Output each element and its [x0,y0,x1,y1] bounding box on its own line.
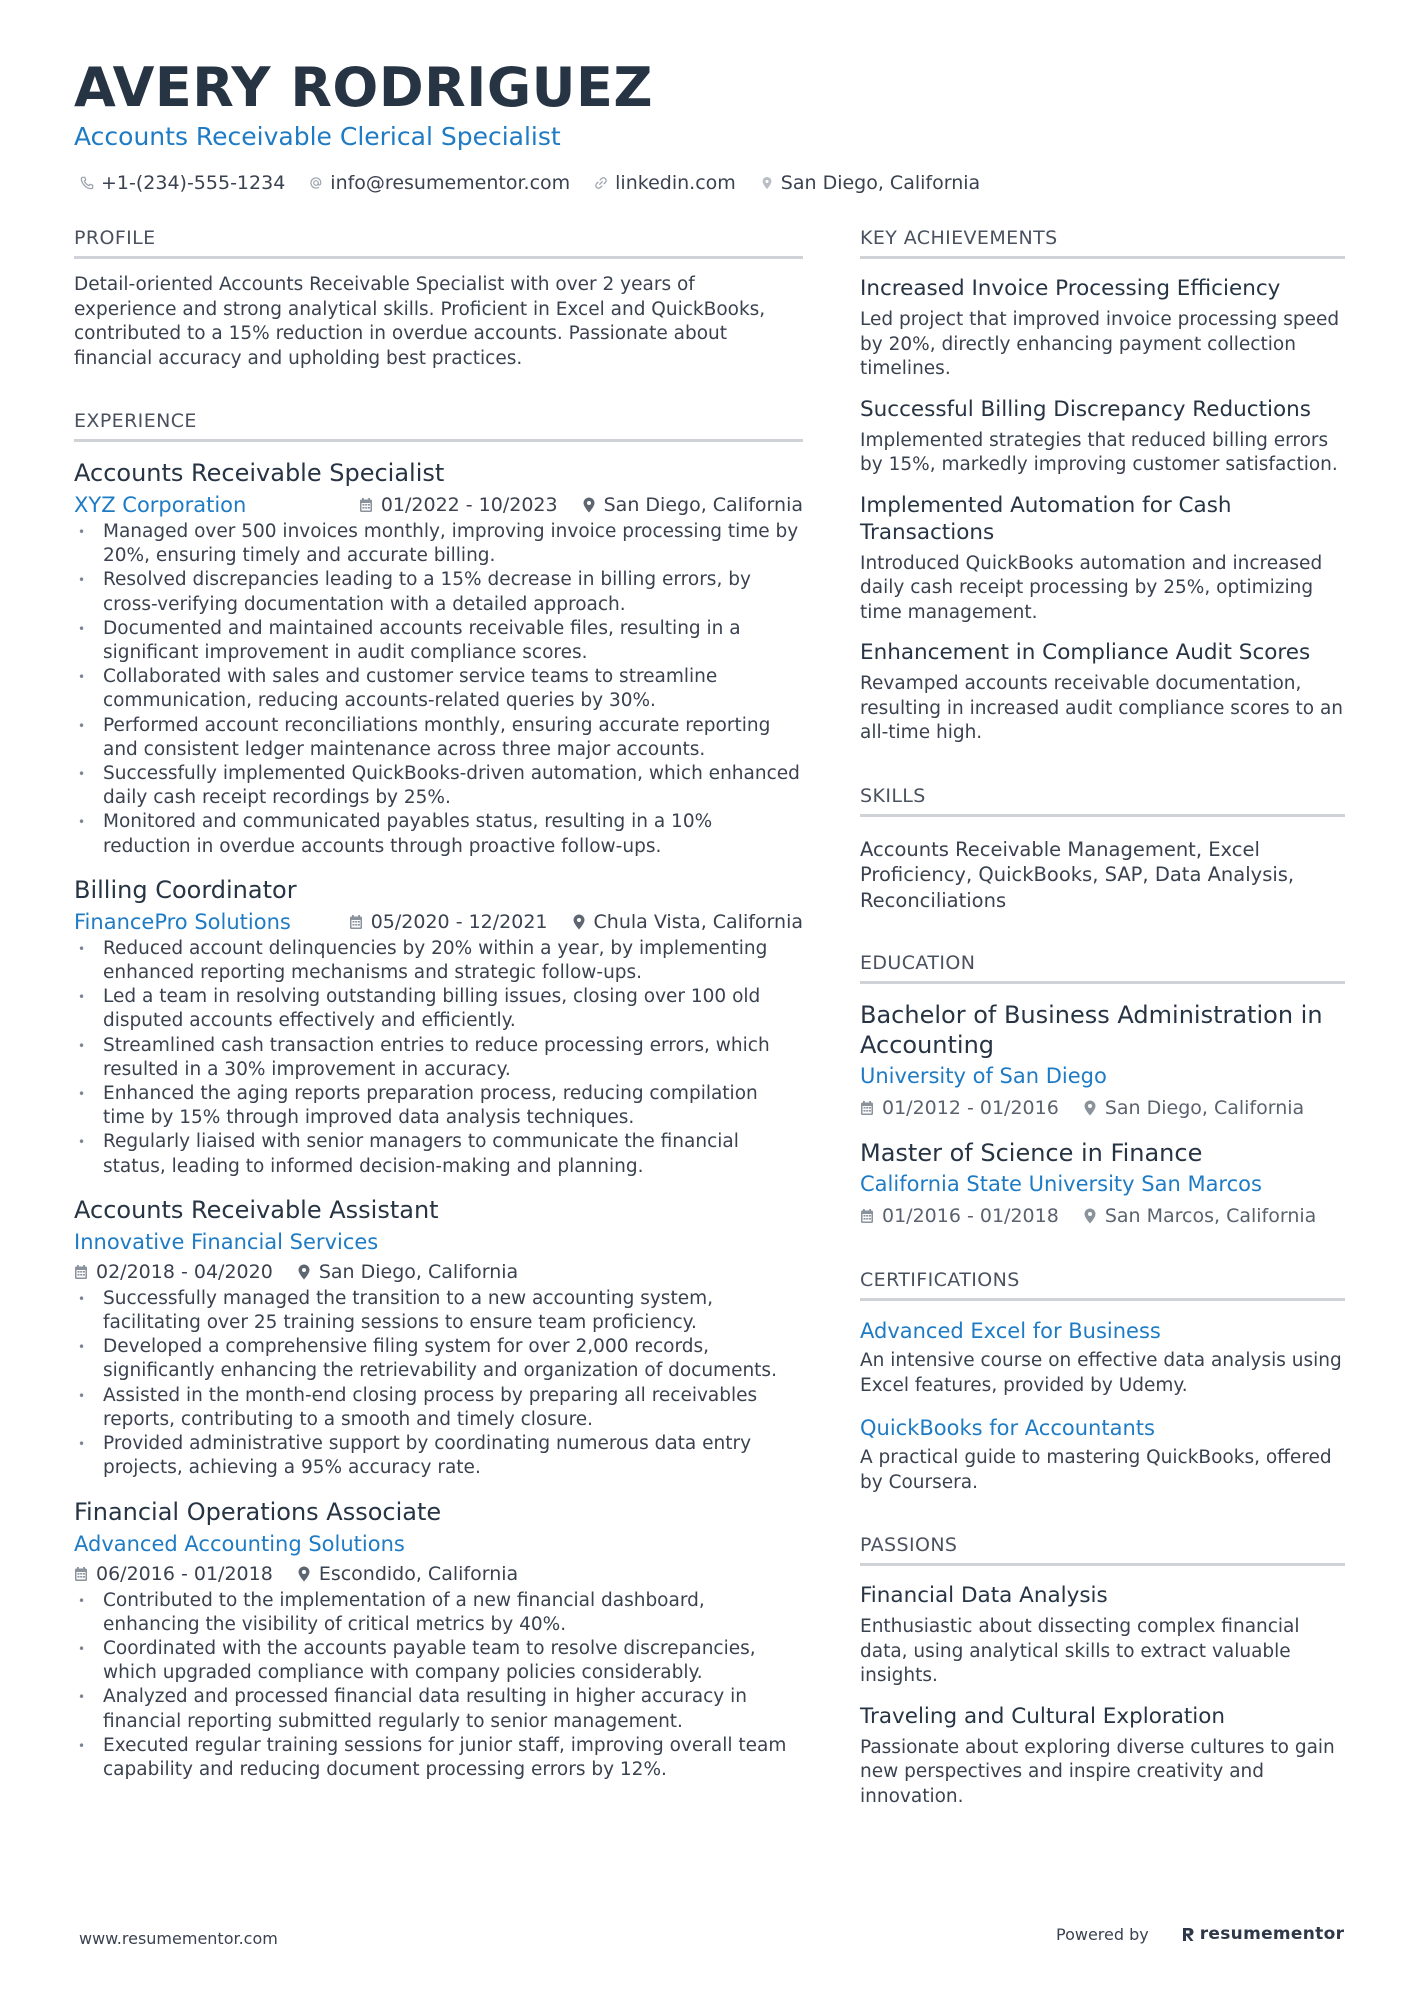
bullet-item: • Successfully implemented QuickBooks-driven automation, which enhanced daily cash receipt recordings by 25%. [74,762,803,810]
achievement-item [860,492,1345,626]
brand-name: resumementor [1199,1924,1345,1944]
job-location: Escondido, California [297,1563,518,1585]
experience-entry [74,1497,803,1783]
certification-name: QuickBooks for Accountants [860,1416,1155,1440]
achievement-title: Enhancement in Compliance Audit Scores [860,640,1311,665]
skills-heading: SKILLS [860,784,1345,817]
link-icon [594,176,608,190]
bullet-item: • Provided administrative support by coordinating numerous data entry projects, achieving a 95% accuracy rate. [74,1432,803,1480]
footer-website[interactable]: www.resumementor.com [79,1929,278,1948]
bullet-item: • Managed over 500 invoices monthly, improving invoice processing time by 20%, ensuring timely and accurate billing. [74,520,803,568]
job-bullets [74,1287,803,1481]
job-location: Chula Vista, California [572,911,803,933]
calendar-icon [74,1264,88,1280]
location-pin-icon [582,497,596,513]
degree-name: Master of Science in Finance [860,1139,1203,1167]
phone-text: +1-(234)-555-1234 [101,172,286,194]
bullet-item: • Successfully managed the transition to a new accounting system, facilitating over 25 training sessions to ensure team proficiency. [74,1287,803,1335]
experience-entry [74,1195,803,1481]
contact-linkedin[interactable] [594,172,736,194]
education-dates: 01/2016 - 01/2018 [860,1205,1059,1227]
achievement-item [860,639,1345,746]
contact-bar [80,170,980,196]
bullet-item: • Regularly liaised with senior managers to communicate the financial status, leading to informed decision-making and planning. [74,1130,803,1178]
at-icon [309,176,323,190]
achievement-description: Revamped accounts receivable documentation, resulting in increased audit compliance scores to an all-time high. [860,673,1344,743]
calendar-icon [359,497,373,513]
education-heading: EDUCATION [860,951,1345,984]
profile-summary: Detail-oriented Accounts Receivable Specialist with over 2 years of experience and strong analytical skills. Proficient in Excel and QuickBooks, contributed to a 15% reduction in overdue accounts. Passionate about financial accuracy and upholding best practices. [74,274,766,369]
education-location: San Diego, California [1083,1097,1304,1119]
achievement-item [860,396,1345,478]
brand-logo[interactable] [1181,1924,1345,1944]
company-name: FinancePro Solutions [74,909,291,934]
linkedin-text: linkedin.com [615,172,736,194]
contact-email[interactable] [309,172,570,194]
email-text: info@resumementor.com [330,172,571,194]
job-title: Accounts Receivable Assistant [74,1195,439,1224]
education-location: San Marcos, California [1083,1205,1317,1227]
powered-by-label: Powered by [1056,1924,1149,1944]
certification-item [860,1414,1345,1495]
calendar-icon [74,1566,88,1582]
bullet-item: • Developed a comprehensive filing system for over 2,000 records, significantly enhancing the retrievability and organization of documents. [74,1335,803,1383]
job-location: San Diego, California [297,1261,518,1283]
bullet-item: • Performed account reconciliations monthly, ensuring accurate reporting and consistent ledger maintenance across three major accounts. [74,714,803,762]
achievement-description: Implemented strategies that reduced billing errors by 15%, markedly improving customer satisfaction. [860,429,1338,475]
profile-heading: PROFILE [74,226,803,259]
job-location: San Diego, California [582,494,803,516]
bullet-item: • Assisted in the month-end closing process by preparing all receivables reports, contributing to a smooth and timely closure. [74,1384,803,1432]
job-title: Billing Coordinator [74,875,297,904]
passion-item [860,1582,1345,1689]
calendar-icon [860,1208,874,1224]
bullet-item: • Resolved discrepancies leading to a 15% decrease in billing errors, by cross-verifying documentation with a detailed approach. [74,568,803,616]
bullet-item: • Documented and maintained accounts receivable files, resulting in a significant improvement in audit compliance scores. [74,617,803,665]
left-column [74,226,803,1782]
job-dates: 01/2022 - 10/2023 [359,494,558,516]
achievement-item [860,275,1345,382]
candidate-title: Accounts Receivable Clerical Specialist [74,122,561,151]
bullet-item: • Reduced account delinquencies by 20% within a year, by implementing enhanced reporting mechanisms and strategic follow-ups. [74,937,803,985]
bullet-item: • Coordinated with the accounts payable team to resolve discrepancies, which upgraded compliance with company policies considerably. [74,1637,803,1685]
calendar-icon [860,1100,874,1116]
candidate-name: AVERY RODRIGUEZ [74,56,654,119]
achievement-description: Led project that improved invoice processing speed by 20%, directly enhancing payment collection timelines. [860,309,1340,379]
education-entry [860,1138,1345,1230]
location-text: San Diego, California [780,172,981,194]
experience-heading: EXPERIENCE [74,409,803,442]
certification-description: An intensive course on effective data analysis using Excel features, provided by Udemy. [860,1350,1342,1396]
resumementor-logo-icon [1181,1926,1195,1942]
calendar-icon [349,914,363,930]
achievement-title: Successful Billing Discrepancy Reductions [860,396,1311,422]
job-title: Accounts Receivable Specialist [74,459,445,487]
school-name: University of San Diego [860,1064,1107,1088]
passion-description: Enthusiastic about dissecting complex financial data, using analytical skills to extract valuable insights. [860,1616,1300,1686]
job-title: Financial Operations Associate [74,1497,442,1526]
job-dates: 06/2016 - 01/2018 [74,1563,273,1585]
location-pin-icon [297,1264,311,1280]
achievements-heading: KEY ACHIEVEMENTS [860,226,1345,259]
contact-phone[interactable] [80,172,285,194]
location-pin-icon [572,914,586,930]
passion-title: Traveling and Cultural Exploration [860,1703,1226,1729]
achievement-title: Increased Invoice Processing Efficiency [860,276,1281,301]
bullet-item: • Contributed to the implementation of a new financial dashboard, enhancing the visibility of critical metrics by 40%. [74,1589,803,1637]
location-pin-icon [1083,1100,1097,1116]
achievement-title: Implemented Automation for Cash Transactions [860,492,1232,545]
job-bullets [74,937,803,1179]
bullet-item: • Monitored and communicated payables status, resulting in a 10% reduction in overdue accounts through proactive follow-ups. [74,810,803,858]
passion-title: Financial Data Analysis [860,1583,1108,1608]
job-bullets [74,1589,803,1783]
bullet-item: • Collaborated with sales and customer service teams to streamline communication, reducing accounts-related queries by 30%. [74,665,803,713]
passion-item [860,1703,1345,1810]
passions-heading: PASSIONS [860,1533,1345,1566]
skills-list: Accounts Receivable Management, Excel Proficiency, QuickBooks, SAP, Data Analysis, Reconciliations [860,837,1295,912]
certification-description: A practical guide to mastering QuickBooks, offered by Coursera. [860,1447,1332,1493]
bullet-item: • Analyzed and processed financial data resulting in higher accuracy in financial reporting submitted regularly to senior management. [74,1685,803,1733]
company-name: Advanced Accounting Solutions [74,1531,405,1556]
bullet-item: • Streamlined cash transaction entries to reduce processing errors, which resulted in a 30% improvement in accuracy. [74,1034,803,1082]
company-name: XYZ Corporation [74,493,247,517]
location-pin-icon [1083,1208,1097,1224]
footer-branding [1056,1924,1344,1944]
bullet-item: • Enhanced the aging reports preparation process, reducing compilation time by 15% through improved data analysis techniques. [74,1082,803,1130]
school-name: California State University San Marcos [860,1172,1262,1196]
location-pin-icon [760,176,774,190]
phone-icon [80,176,94,190]
degree-name: Bachelor of Business Administration in Accounting [860,1001,1323,1059]
company-name: Innovative Financial Services [74,1229,379,1254]
contact-location [760,172,980,194]
experience-entry [74,875,803,1179]
certification-name: Advanced Excel for Business [860,1319,1161,1343]
certifications-heading: CERTIFICATIONS [860,1268,1345,1301]
job-dates: 05/2020 - 12/2021 [349,911,548,933]
right-column [860,226,1345,1809]
education-dates: 01/2012 - 01/2016 [860,1097,1059,1119]
experience-entry [74,458,803,859]
job-bullets [74,520,803,859]
education-entry [860,1000,1345,1122]
bullet-item: • Led a team in resolving outstanding billing issues, closing over 100 old disputed accounts effectively and efficiently. [74,985,803,1033]
job-dates: 02/2018 - 04/2020 [74,1261,273,1283]
bullet-item: • Executed regular training sessions for junior staff, improving overall team capability and reducing document processing errors by 12%. [74,1734,803,1782]
passion-description: Passionate about exploring diverse cultures to gain new perspectives and inspire creativity and innovation. [860,1736,1335,1807]
achievement-description: Introduced QuickBooks automation and increased daily cash receipt processing by 25%, optimizing time management. [860,552,1323,623]
certification-item [860,1317,1345,1398]
location-pin-icon [297,1566,311,1582]
